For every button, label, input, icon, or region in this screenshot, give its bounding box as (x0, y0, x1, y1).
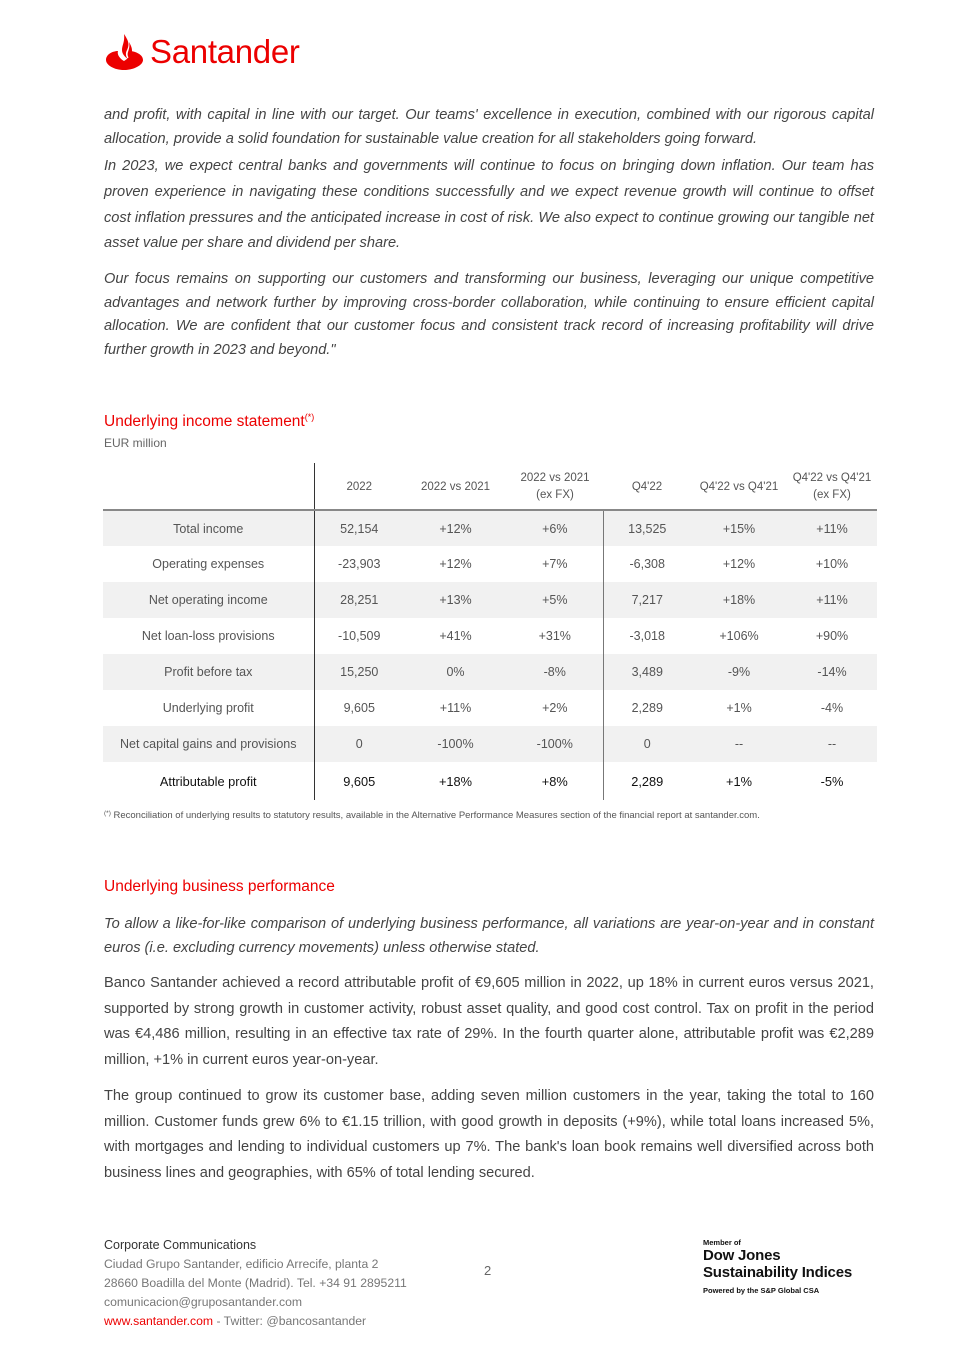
djsi-member-label: Member of (703, 1238, 741, 1247)
table-header-row (103, 463, 877, 510)
footer-contact (104, 1236, 407, 1331)
cell: 13,525 (603, 510, 691, 546)
cell: -100% (404, 726, 507, 762)
cell: -5% (820, 773, 844, 789)
djsi-logo (703, 1238, 852, 1295)
table-row-total (103, 762, 877, 800)
cell: -10,509 (314, 618, 404, 654)
cell: -4% (820, 701, 844, 715)
cell: +18% (691, 582, 787, 618)
intro-section (104, 104, 874, 362)
row-label: Net operating income (103, 582, 314, 618)
djsi-line1: Dow Jones (703, 1247, 781, 1264)
table-row (103, 726, 877, 762)
cell: -6,308 (603, 546, 691, 582)
cell: -9% (691, 654, 787, 690)
row-label: Attributable profit (159, 773, 257, 789)
cell: +13% (404, 582, 507, 618)
twitter-handle: - Twitter: @bancosantander (213, 1314, 367, 1328)
header-col-q422-vs-q421-exfx: Q4'22 vs Q4'21 (ex FX) (792, 472, 872, 501)
table-row (103, 510, 877, 546)
cell: +11% (787, 582, 877, 618)
cell: +41% (439, 629, 472, 643)
santander-logo (103, 32, 300, 72)
cell: +5% (507, 582, 603, 618)
cell: +11% (787, 510, 877, 546)
cell: +12% (404, 510, 507, 546)
cell: -- (691, 726, 787, 762)
table-row (103, 546, 877, 582)
footer-links (104, 1312, 407, 1331)
header-col-2022-vs-2021: 2022 vs 2021 (420, 480, 491, 493)
intro-paragraph-3: Our focus remains on supporting our customers and transforming our business, leveraging our unique competitive advantages and network further by improving cross-border collaboration, while continuing to ensure efficient capital allocation. We are confident that our customer focus and consistent track record of increasing profitability will drive further growth in 2023 and beyond." (104, 271, 874, 358)
cell: 3,489 (603, 654, 691, 690)
row-label: Total income (103, 510, 314, 546)
cell: +18% (438, 773, 473, 789)
table-row (103, 654, 877, 690)
section-title-business-performance: Underlying business performance (104, 878, 335, 895)
cell: +1% (726, 773, 752, 789)
header-col-2022: 2022 (314, 463, 404, 510)
cell: +1% (726, 701, 752, 715)
cell: 9,605 (314, 762, 404, 800)
cell: 2,289 (603, 690, 691, 726)
cell: +11% (439, 701, 472, 715)
intro-paragraph-1: and profit, with capital in line with our target. Our teams' excellence in execution, combined with our rigorous capital allocation, provide a solid foundation for sustainable value creation for all stakeholders going forward. (104, 107, 874, 147)
page-number: 2 (484, 1263, 492, 1278)
intro-paragraph-2: In 2023, we expect central banks and governments will continue to focus on bringing down inflation. Our team has proven experience in navigating these conditions successfully and we expect revenue growth will continue to offset cost inflation pressures and the anticipated increase in cost of risk. We also expect to continue growing our tangible net asset value per share and dividend per share. (104, 158, 874, 252)
cell: +15% (691, 510, 787, 546)
cell: -- (787, 726, 877, 762)
cell: +2% (542, 701, 568, 715)
cell: -100% (507, 726, 603, 762)
footer-address-line2: 28660 Boadilla del Monte (Madrid). Tel. +34 91 2895211 (104, 1276, 407, 1290)
cell: 28,251 (314, 582, 404, 618)
cell: +90% (815, 629, 849, 643)
business-performance-section (104, 877, 874, 1186)
row-label: Profit before tax (103, 654, 314, 690)
cell: +7% (542, 557, 568, 571)
logo-text: Santander (150, 33, 300, 70)
cell: +10% (815, 557, 849, 571)
footnote-text: Reconciliation of underlying results to statutory results, available in the Alternative Performance Measures section of the financial report at santander.com. (113, 810, 760, 821)
cell: -14% (787, 654, 877, 690)
cell: 9,605 (314, 690, 404, 726)
row-label: Net loan-loss provisions (141, 629, 275, 643)
business-performance-paragraph-1: Banco Santander achieved a record attributable profit of €9,605 million in 2022, up 18% in current euros versus 2021, supported by strong growth in customer activity, robust asset quality, and good cost control. Tax on profit in the period was €4,486 million, resulting in an effective tax rate of 29%. In the fourth quarter alone, attributable profit was €2,289 million, +1% in current euros year-on-year. (104, 975, 874, 1068)
header-col-2022-vs-2021-exfx: 2022 vs 2021 (ex FX) (520, 472, 590, 501)
djsi-line2: Sustainability Indices (703, 1264, 852, 1281)
cell: -8% (507, 654, 603, 690)
cell: -23,903 (314, 546, 404, 582)
cell: +106% (719, 629, 759, 643)
unit-label: EUR million (104, 436, 167, 450)
cell: +8% (541, 773, 568, 789)
cell: 52,154 (314, 510, 404, 546)
footer-department: Corporate Communications (104, 1238, 257, 1252)
income-statement-table (103, 463, 877, 800)
row-label: Underlying profit (162, 701, 254, 715)
footnote-marker: (*) (304, 412, 315, 422)
cell: 0 (603, 726, 691, 762)
business-performance-paragraph-2: The group continued to grow its customer base, adding seven million customers in the year, taking the total to 160 million. Customer funds grew 6% to €1.15 trillion, with good growth in deposits (+9%), while total loans increased 5%, with mortgages and lending to individual customers up 7%. The bank's loan book remains well diversified across both business lines and geographies, with 65% of total lending secured. (104, 1088, 874, 1181)
row-label: Net capital gains and provisions (103, 726, 314, 762)
cell: 0 (314, 726, 404, 762)
row-label: Operating expenses (152, 557, 265, 571)
djsi-powered-label: Powered by the S&P Global CSA (703, 1286, 820, 1295)
section-title-income-statement (104, 407, 874, 432)
table-footnote (104, 810, 760, 821)
table-row (103, 582, 877, 618)
cell: 2,289 (603, 762, 691, 800)
business-performance-intro: To allow a like-for-like comparison of underlying business performance, all variations are year-on-year and in constant euros (i.e. excluding currency movements) unless otherwise stated. (104, 916, 874, 956)
table-row (103, 690, 877, 726)
income-statement-heading (104, 407, 874, 450)
header-col-q422: Q4'22 (631, 480, 663, 493)
header-label-col (103, 463, 314, 510)
cell: +31% (538, 629, 571, 643)
footer-address-line1: Ciudad Grupo Santander, edificio Arrecife, planta 2 (104, 1257, 379, 1271)
footer-email-link[interactable]: comunicacion@gruposantander.com (104, 1295, 303, 1309)
website-link[interactable]: www.santander.com (104, 1314, 214, 1328)
table-row (103, 618, 877, 654)
cell: +12% (722, 557, 756, 571)
footnote-marker: (*) (104, 810, 111, 817)
santander-flame-icon (103, 32, 145, 72)
cell: +6% (507, 510, 603, 546)
income-statement-title: Underlying income statement (104, 413, 305, 430)
cell: 7,217 (603, 582, 691, 618)
cell: 0% (404, 654, 507, 690)
cell: 15,250 (314, 654, 404, 690)
cell: +12% (439, 557, 472, 571)
cell: -3,018 (603, 618, 691, 654)
header-col-q422-vs-q421: Q4'22 vs Q4'21 (699, 480, 779, 493)
